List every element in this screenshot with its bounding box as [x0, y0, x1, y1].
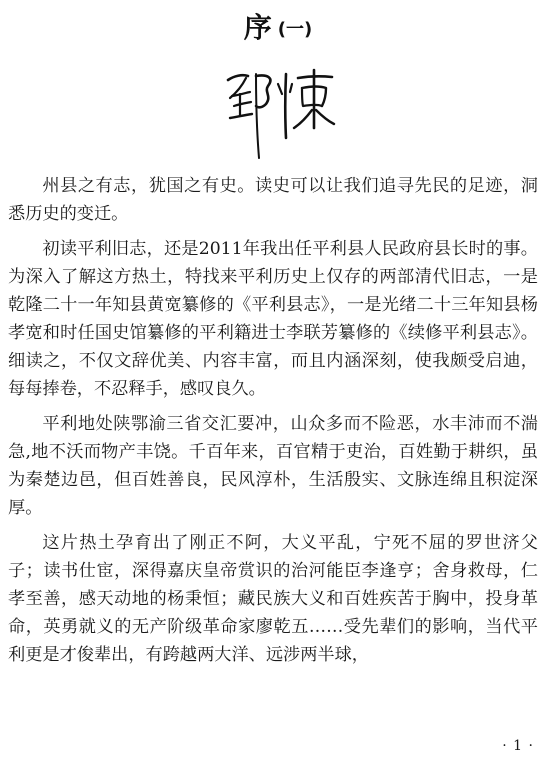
- preface-title-main: 序: [243, 11, 274, 44]
- preface-title-number: (一): [277, 19, 313, 40]
- handwritten-signature-icon: [222, 66, 337, 166]
- paragraph: 州县之有志，犹国之有史。读史可以让我们追寻先民的足迹，洞悉历史的变迁。: [8, 176, 538, 224]
- preface-title: [0, 6, 556, 50]
- paragraph: 这片热土孕育出了刚正不阿，大义平乱，宁死不屈的罗世济父子；读书仕宦，深得嘉庆皇帝赏识的治河能臣李逢亨；舍身救母，仁孝至善，感天动地的杨秉恒；藏民族大义和百姓疾苦于胸中，投身革命，英勇就义的无产阶级革命家廖乾五……受先辈们的影响，当代平利更是才俊辈出，有跨越两大洋、远涉两半球，: [8, 533, 538, 665]
- page-number: · 1 ·: [502, 738, 534, 754]
- paragraph: 平利地处陕鄂渝三省交汇要冲，山众多而不险恶，水丰沛而不湍急,地不沃而物产丰饶。千百年来，百官精于吏治，百姓勤于耕织，虽为秦楚边邑，但百姓善良，民风淳朴，生活殷实、文脉连绵且积淀深厚。: [8, 414, 538, 518]
- paragraph: 初读平利旧志，还是2011年我出任平利县人民政府县长时的事。为深入了解这方热土，特找来平利历史上仅存的两部清代旧志，一是乾隆二十一年知县黄宽纂修的《平利县志》，一是光绪二十三年知县杨孝宽和时任国史馆纂修的平利籍进士李联芳纂修的《续修平利县志》。细读之，不仅文辞优美、内容丰富，而且内涵深刻，使我颇受启迪，每每捧卷，不忍释手，感叹良久。: [8, 239, 538, 399]
- preface-body: [8, 172, 538, 676]
